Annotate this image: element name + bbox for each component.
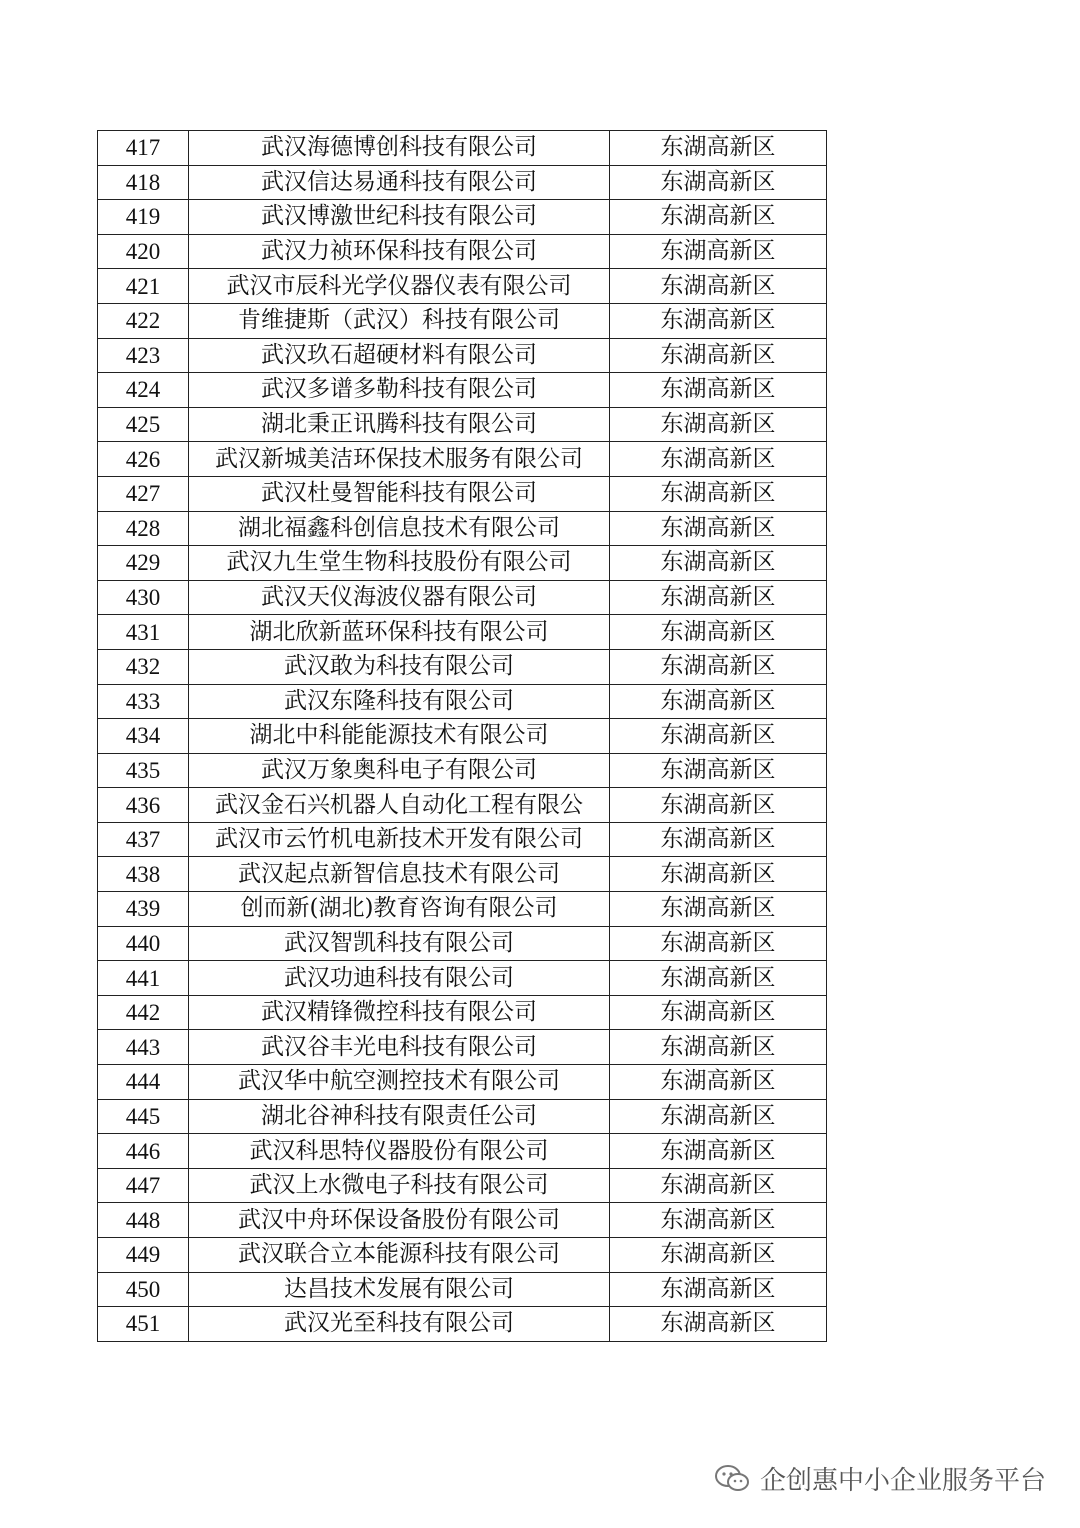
row-number-cell: 440 — [98, 926, 189, 961]
table-row — [98, 649, 827, 684]
company-name-cell: 创而新(湖北)教育咨询有限公司 — [189, 892, 610, 927]
table-row — [98, 442, 827, 477]
company-name-cell: 湖北中科能能源技术有限公司 — [189, 719, 610, 754]
district-cell: 东湖高新区 — [610, 926, 827, 961]
row-number-cell: 450 — [98, 1272, 189, 1307]
district-cell: 东湖高新区 — [610, 961, 827, 996]
company-name-cell: 湖北福鑫科创信息技术有限公司 — [189, 511, 610, 546]
row-number-cell: 417 — [98, 131, 189, 166]
company-name-cell: 武汉信达易通科技有限公司 — [189, 165, 610, 200]
table-row — [98, 1099, 827, 1134]
company-name-cell: 武汉精锋微控科技有限公司 — [189, 995, 610, 1030]
company-name-cell: 武汉科思特仪器股份有限公司 — [189, 1134, 610, 1169]
row-number-cell: 434 — [98, 719, 189, 754]
company-name-cell: 湖北谷神科技有限责任公司 — [189, 1099, 610, 1134]
row-number-cell: 435 — [98, 753, 189, 788]
row-number-cell: 439 — [98, 892, 189, 927]
row-number-cell: 443 — [98, 1030, 189, 1065]
row-number-cell: 420 — [98, 234, 189, 269]
district-cell: 东湖高新区 — [610, 615, 827, 650]
district-cell: 东湖高新区 — [610, 684, 827, 719]
row-number-cell: 419 — [98, 200, 189, 235]
table-row — [98, 338, 827, 373]
company-name-cell: 武汉敢为科技有限公司 — [189, 649, 610, 684]
company-list-table — [97, 130, 827, 1342]
table-row — [98, 303, 827, 338]
district-cell: 东湖高新区 — [610, 338, 827, 373]
company-name-cell: 湖北秉正讯腾科技有限公司 — [189, 407, 610, 442]
row-number-cell: 433 — [98, 684, 189, 719]
district-cell: 东湖高新区 — [610, 1203, 827, 1238]
table-row — [98, 995, 827, 1030]
company-name-cell: 武汉联合立本能源科技有限公司 — [189, 1238, 610, 1273]
watermark-text: 企创惠中小企业服务平台 — [759, 1466, 1046, 1496]
table-row — [98, 373, 827, 408]
row-number-cell: 422 — [98, 303, 189, 338]
wechat-icon — [714, 1464, 750, 1494]
row-number-cell: 441 — [98, 961, 189, 996]
district-cell: 东湖高新区 — [610, 1030, 827, 1065]
district-cell: 东湖高新区 — [610, 822, 827, 857]
row-number-cell: 425 — [98, 407, 189, 442]
district-cell: 东湖高新区 — [610, 303, 827, 338]
district-cell: 东湖高新区 — [610, 511, 827, 546]
district-cell: 东湖高新区 — [610, 131, 827, 166]
row-number-cell: 429 — [98, 546, 189, 581]
district-cell: 东湖高新区 — [610, 234, 827, 269]
company-name-cell: 湖北欣新蓝环保科技有限公司 — [189, 615, 610, 650]
company-name-cell: 武汉新城美洁环保技术服务有限公司 — [189, 442, 610, 477]
table-row — [98, 234, 827, 269]
district-cell: 东湖高新区 — [610, 580, 827, 615]
table-row — [98, 1134, 827, 1169]
district-cell: 东湖高新区 — [610, 857, 827, 892]
table-row — [98, 753, 827, 788]
company-name-cell: 肯维捷斯（武汉）科技有限公司 — [189, 303, 610, 338]
company-name-cell: 武汉杜曼智能科技有限公司 — [189, 476, 610, 511]
table-row — [98, 511, 827, 546]
table-row — [98, 1307, 827, 1342]
table-row — [98, 580, 827, 615]
row-number-cell: 428 — [98, 511, 189, 546]
company-name-cell: 武汉多谱多勒科技有限公司 — [189, 373, 610, 408]
company-name-cell: 武汉天仪海波仪器有限公司 — [189, 580, 610, 615]
row-number-cell: 449 — [98, 1238, 189, 1273]
table-row — [98, 1168, 827, 1203]
row-number-cell: 427 — [98, 476, 189, 511]
row-number-cell: 426 — [98, 442, 189, 477]
company-name-cell: 武汉东隆科技有限公司 — [189, 684, 610, 719]
company-name-cell: 武汉市云竹机电新技术开发有限公司 — [189, 822, 610, 857]
row-number-cell: 444 — [98, 1065, 189, 1100]
district-cell: 东湖高新区 — [610, 892, 827, 927]
table-row — [98, 961, 827, 996]
company-name-cell: 武汉华中航空测控技术有限公司 — [189, 1065, 610, 1100]
company-name-cell: 武汉功迪科技有限公司 — [189, 961, 610, 996]
table-row — [98, 269, 827, 304]
company-name-cell: 武汉海德博创科技有限公司 — [189, 131, 610, 166]
table-row — [98, 615, 827, 650]
table-body — [98, 131, 827, 1342]
table-row — [98, 407, 827, 442]
district-cell: 东湖高新区 — [610, 200, 827, 235]
district-cell: 东湖高新区 — [610, 165, 827, 200]
row-number-cell: 431 — [98, 615, 189, 650]
table-row — [98, 165, 827, 200]
table-row — [98, 131, 827, 166]
company-name-cell: 武汉谷丰光电科技有限公司 — [189, 1030, 610, 1065]
table-row — [98, 1238, 827, 1273]
company-name-cell: 武汉力祯环保科技有限公司 — [189, 234, 610, 269]
row-number-cell: 424 — [98, 373, 189, 408]
row-number-cell: 445 — [98, 1099, 189, 1134]
district-cell: 东湖高新区 — [610, 546, 827, 581]
district-cell: 东湖高新区 — [610, 649, 827, 684]
table-row — [98, 822, 827, 857]
district-cell: 东湖高新区 — [610, 1099, 827, 1134]
row-number-cell: 436 — [98, 788, 189, 823]
company-name-cell: 武汉光至科技有限公司 — [189, 1307, 610, 1342]
row-number-cell: 432 — [98, 649, 189, 684]
district-cell: 东湖高新区 — [610, 1272, 827, 1307]
table-row — [98, 857, 827, 892]
row-number-cell: 442 — [98, 995, 189, 1030]
district-cell: 东湖高新区 — [610, 1134, 827, 1169]
row-number-cell: 438 — [98, 857, 189, 892]
company-name-cell: 武汉市辰科光学仪器仪表有限公司 — [189, 269, 610, 304]
district-cell: 东湖高新区 — [610, 442, 827, 477]
row-number-cell: 446 — [98, 1134, 189, 1169]
company-name-cell: 武汉玖石超硬材料有限公司 — [189, 338, 610, 373]
district-cell: 东湖高新区 — [610, 373, 827, 408]
watermark — [714, 1460, 1046, 1497]
table-row — [98, 926, 827, 961]
district-cell: 东湖高新区 — [610, 269, 827, 304]
table-row — [98, 476, 827, 511]
row-number-cell: 423 — [98, 338, 189, 373]
table-row — [98, 788, 827, 823]
table-row — [98, 200, 827, 235]
district-cell: 东湖高新区 — [610, 1238, 827, 1273]
company-name-cell: 武汉九生堂生物科技股份有限公司 — [189, 546, 610, 581]
row-number-cell: 448 — [98, 1203, 189, 1238]
company-name-cell: 武汉中舟环保设备股份有限公司 — [189, 1203, 610, 1238]
row-number-cell: 447 — [98, 1168, 189, 1203]
company-name-cell: 武汉智凯科技有限公司 — [189, 926, 610, 961]
company-name-cell: 达昌技术发展有限公司 — [189, 1272, 610, 1307]
row-number-cell: 418 — [98, 165, 189, 200]
district-cell: 东湖高新区 — [610, 788, 827, 823]
table-row — [98, 684, 827, 719]
row-number-cell: 451 — [98, 1307, 189, 1342]
table-row — [98, 719, 827, 754]
district-cell: 东湖高新区 — [610, 1307, 827, 1342]
company-name-cell: 武汉金石兴机器人自动化工程有限公 — [189, 788, 610, 823]
district-cell: 东湖高新区 — [610, 407, 827, 442]
district-cell: 东湖高新区 — [610, 995, 827, 1030]
company-name-cell: 武汉万象奥科电子有限公司 — [189, 753, 610, 788]
row-number-cell: 430 — [98, 580, 189, 615]
company-name-cell: 武汉博激世纪科技有限公司 — [189, 200, 610, 235]
table-row — [98, 546, 827, 581]
table-row — [98, 1030, 827, 1065]
row-number-cell: 421 — [98, 269, 189, 304]
table-row — [98, 892, 827, 927]
district-cell: 东湖高新区 — [610, 719, 827, 754]
table-row — [98, 1203, 827, 1238]
table-row — [98, 1272, 827, 1307]
district-cell: 东湖高新区 — [610, 476, 827, 511]
district-cell: 东湖高新区 — [610, 1065, 827, 1100]
row-number-cell: 437 — [98, 822, 189, 857]
company-name-cell: 武汉上水微电子科技有限公司 — [189, 1168, 610, 1203]
table-row — [98, 1065, 827, 1100]
company-name-cell: 武汉起点新智信息技术有限公司 — [189, 857, 610, 892]
district-cell: 东湖高新区 — [610, 753, 827, 788]
district-cell: 东湖高新区 — [610, 1168, 827, 1203]
